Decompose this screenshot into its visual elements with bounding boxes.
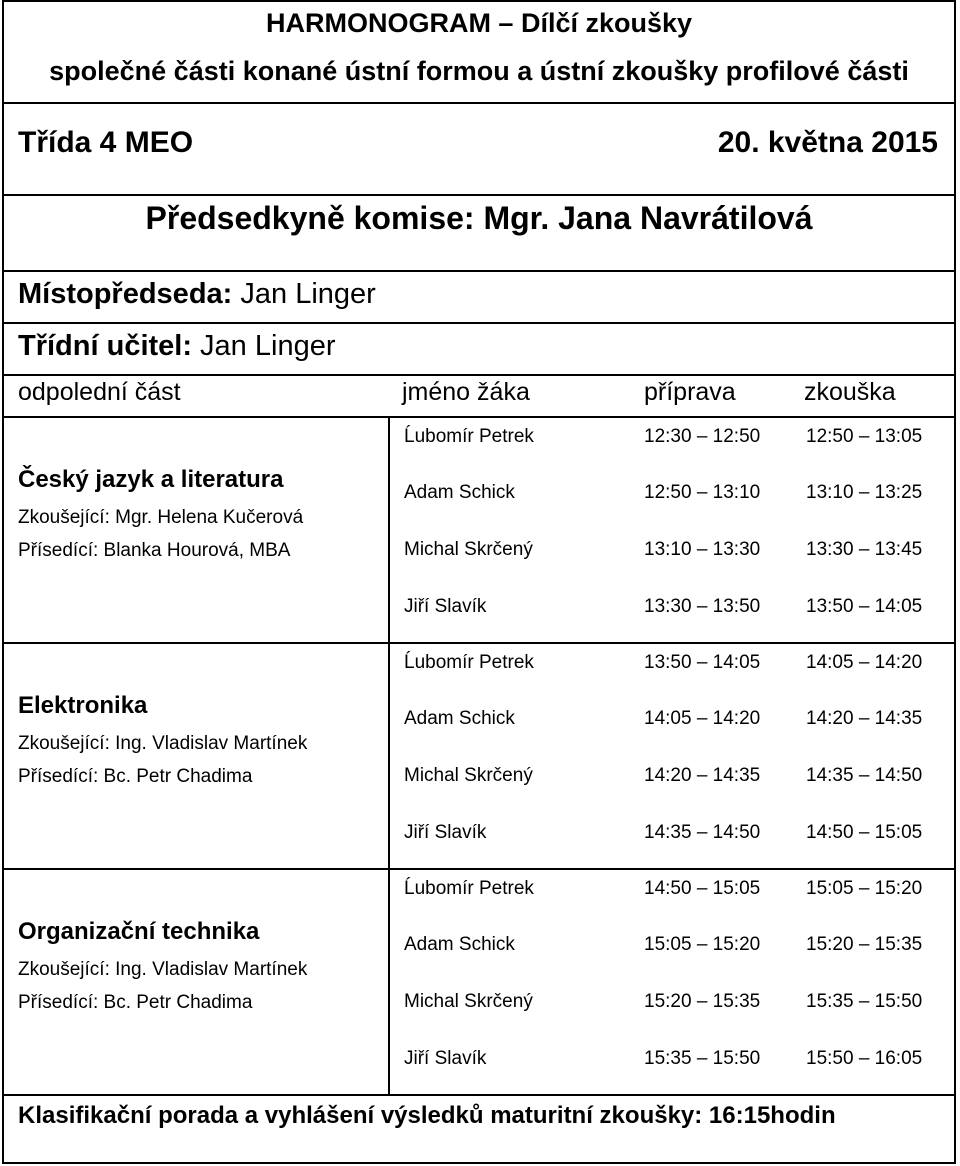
prep-time: 14:35 – 14:50: [644, 822, 761, 843]
prep-time: 12:50 – 13:10: [644, 482, 761, 503]
student-name: Jiří Slavík: [404, 596, 487, 617]
document-title: HARMONOGRAM – Dílčí zkoušky: [265, 8, 693, 38]
committee-chair: Předsedkyně komise: Mgr. Jana Navrátilová: [145, 200, 813, 236]
divider: [4, 194, 954, 196]
class-teacher: [18, 330, 336, 363]
exam-time: 13:30 – 13:45: [806, 539, 923, 560]
divider: [4, 322, 954, 324]
student-column-header: jméno žáka: [402, 378, 530, 406]
exam-time: 12:50 – 13:05: [806, 426, 923, 447]
section-header: odpolední část: [18, 378, 181, 406]
subject-examiner: Zkoušející: Ing. Vladislav Martínek: [18, 733, 308, 754]
subject-assessor: Přísedící: Blanka Hourová, MBA: [18, 540, 291, 561]
exam-date: 20. května 2015: [717, 126, 938, 159]
schedule-document: [2, 0, 956, 1164]
divider: [4, 1094, 954, 1096]
exam-time: 13:50 – 14:05: [806, 596, 923, 617]
exam-time: 15:05 – 15:20: [806, 878, 923, 899]
class-teacher-label: Třídní učitel:: [18, 330, 192, 362]
subject-name: Elektronika: [18, 692, 148, 719]
exam-time: 13:10 – 13:25: [806, 482, 923, 503]
exam-time: 14:05 – 14:20: [806, 652, 923, 673]
subject-name: Organizační technika: [18, 918, 260, 945]
prep-time: 14:05 – 14:20: [644, 708, 761, 729]
student-name: Adam Schick: [404, 934, 515, 955]
subject-examiner: Zkoušející: Ing. Vladislav Martínek: [18, 959, 308, 980]
student-name: Michal Skrčený: [404, 765, 533, 786]
footer-note: Klasifikační porada a vyhlášení výsledků maturitní zkoušky: 16:15hodin: [18, 1102, 836, 1129]
divider: [4, 270, 954, 272]
exam-time: 15:20 – 15:35: [806, 934, 923, 955]
student-name: Michal Skrčený: [404, 539, 533, 560]
divider: [4, 102, 954, 104]
divider: [4, 868, 954, 870]
prep-time: 15:05 – 15:20: [644, 934, 761, 955]
vice-chair: [18, 278, 376, 311]
class-label: Třída 4 MEO: [18, 126, 194, 159]
prep-time: 15:35 – 15:50: [644, 1048, 761, 1069]
prep-time: 14:20 – 14:35: [644, 765, 761, 786]
vice-chair-label: Místopředseda:: [18, 278, 233, 310]
student-name: Michal Skrčený: [404, 991, 533, 1012]
exam-time: 15:50 – 16:05: [806, 1048, 923, 1069]
subject-assessor: Přísedící: Bc. Petr Chadima: [18, 766, 253, 787]
student-name: Jiří Slavík: [404, 1048, 487, 1069]
divider: [4, 374, 954, 376]
subject-examiner: Zkoušející: Mgr. Helena Kučerová: [18, 507, 304, 528]
exam-time: 14:35 – 14:50: [806, 765, 923, 786]
document-subtitle: společné části konané ústní formou a ústní zkoušky profilové části: [49, 56, 909, 86]
prep-time: 15:20 – 15:35: [644, 991, 761, 1012]
subject-name: Český jazyk a literatura: [18, 466, 284, 493]
student-name: Jiří Slavík: [404, 822, 487, 843]
divider: [4, 416, 954, 418]
column-divider: [388, 416, 390, 1094]
prep-column-header: příprava: [644, 378, 736, 406]
prep-time: 13:50 – 14:05: [644, 652, 761, 673]
prep-time: 13:30 – 13:50: [644, 596, 761, 617]
vice-chair-name: Jan Linger: [232, 278, 376, 310]
student-name: Adam Schick: [404, 708, 515, 729]
student-name: Ĺubomír Petrek: [404, 426, 534, 447]
exam-time: 15:35 – 15:50: [806, 991, 923, 1012]
prep-time: 14:50 – 15:05: [644, 878, 761, 899]
subject-assessor: Přísedící: Bc. Petr Chadima: [18, 992, 253, 1013]
prep-time: 12:30 – 12:50: [644, 426, 761, 447]
exam-time: 14:20 – 14:35: [806, 708, 923, 729]
class-teacher-name: Jan Linger: [192, 330, 336, 362]
prep-time: 13:10 – 13:30: [644, 539, 761, 560]
student-name: Ĺubomír Petrek: [404, 652, 534, 673]
divider: [4, 642, 954, 644]
exam-column-header: zkouška: [804, 378, 896, 406]
exam-time: 14:50 – 15:05: [806, 822, 923, 843]
student-name: Adam Schick: [404, 482, 515, 503]
student-name: Ĺubomír Petrek: [404, 878, 534, 899]
